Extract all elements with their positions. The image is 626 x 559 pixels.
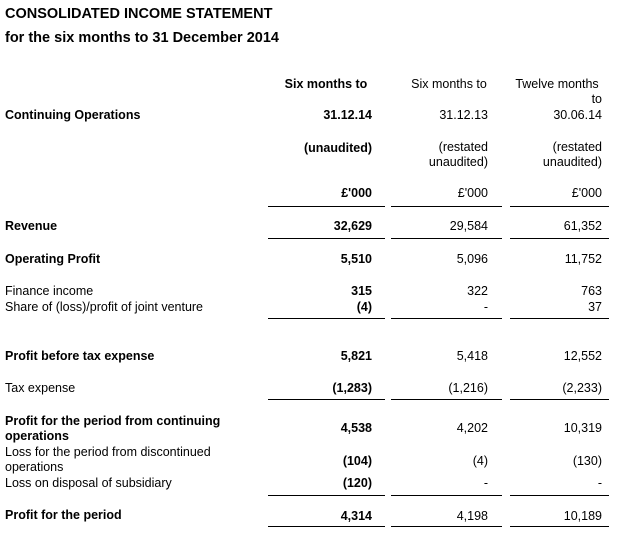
rule-col1: [268, 318, 385, 319]
rule-col3: [510, 318, 609, 319]
rule-col2: [391, 318, 502, 319]
row-joint-venture-col2: -: [483, 300, 488, 314]
rule-col2: [391, 495, 502, 496]
row-discontinued-loss-label-line2: operations: [5, 460, 64, 474]
header-rule-col1: [268, 206, 385, 207]
row-joint-venture-label: Share of (loss)/profit of joint venture: [5, 300, 204, 314]
total-rule-col3: [510, 526, 609, 527]
row-finance-income-col1: 315: [351, 284, 372, 298]
row-revenue-label: Revenue: [5, 219, 58, 233]
row-period-profit-col3: 10,189: [563, 509, 602, 523]
row-disposal-loss-col3: -: [597, 476, 602, 490]
rule-col2: [391, 238, 502, 239]
row-profit-before-tax-col3: 12,552: [563, 349, 602, 363]
statement-subtitle: for the six months to 31 December 2014: [5, 30, 279, 46]
col2-unit: £'000: [457, 186, 488, 200]
row-continuing-profit-label-line2: operations: [5, 429, 69, 443]
col2-heading: Six months to: [411, 77, 487, 91]
col1-heading: Six months to: [284, 77, 368, 91]
row-tax-expense-col2: (1,216): [448, 381, 488, 395]
statement-title: CONSOLIDATED INCOME STATEMENT: [5, 6, 273, 22]
row-disposal-loss-label: Loss on disposal of subsidiary: [5, 476, 172, 490]
row-period-profit-col2: 4,198: [456, 509, 488, 523]
col3-date: 30.06.14: [553, 108, 602, 122]
row-operating-profit-col2: 5,096: [456, 252, 488, 266]
row-disposal-loss-col1: (120): [342, 476, 372, 490]
col2-status-line2: unaudited): [428, 155, 488, 169]
row-discontinued-loss-col3: (130): [572, 454, 602, 468]
row-tax-expense-col1: (1,283): [332, 381, 372, 395]
col2-date: 31.12.13: [439, 108, 488, 122]
row-profit-before-tax-col1: 5,821: [340, 349, 372, 363]
row-profit-before-tax-col2: 5,418: [456, 349, 488, 363]
row-revenue-col2: 29,584: [449, 219, 488, 233]
rule-col1: [268, 399, 385, 400]
row-discontinued-loss-col2: (4): [472, 454, 488, 468]
row-finance-income-col2: 322: [467, 284, 488, 298]
rule-col3: [510, 238, 609, 239]
row-continuing-profit-col1: 4,538: [340, 421, 372, 435]
row-disposal-loss-col2: -: [483, 476, 488, 490]
row-continuing-profit-col2: 4,202: [456, 421, 488, 435]
row-continuing-profit-label-line1: Profit for the period from continuing: [5, 414, 221, 428]
col1-unit: £'000: [341, 186, 372, 200]
row-tax-expense-label: Tax expense: [5, 381, 76, 395]
row-discontinued-loss-label-line1: Loss for the period from discontinued: [5, 445, 211, 459]
rule-col3: [510, 495, 609, 496]
rule-col3: [510, 399, 609, 400]
total-rule-col1: [268, 526, 385, 527]
row-revenue-col1: 32,629: [333, 219, 372, 233]
col1-status: (unaudited): [303, 141, 372, 155]
row-finance-income-label: Finance income: [5, 284, 94, 298]
col3-heading-line2: to: [591, 92, 602, 106]
total-rule-col2: [391, 526, 502, 527]
row-continuing-profit-col3: 10,319: [563, 421, 602, 435]
col2-status-line1: (restated: [438, 140, 488, 154]
rule-col2: [391, 399, 502, 400]
row-profit-before-tax-label: Profit before tax expense: [5, 349, 155, 363]
row-period-profit-col1: 4,314: [340, 509, 372, 523]
row-joint-venture-col3: 37: [588, 300, 602, 314]
row-revenue-col3: 61,352: [563, 219, 602, 233]
col1-date: 31.12.14: [323, 108, 372, 122]
col3-status-line1: (restated: [552, 140, 602, 154]
row-finance-income-col3: 763: [581, 284, 602, 298]
rule-col1: [268, 238, 385, 239]
row-operating-profit-col1: 5,510: [340, 252, 372, 266]
row-operating-profit-label: Operating Profit: [5, 252, 101, 266]
row-tax-expense-col3: (2,233): [562, 381, 602, 395]
row-operating-profit-col3: 11,752: [564, 252, 602, 266]
col3-heading-line1: Twelve months: [515, 77, 599, 91]
section-label: Continuing Operations: [5, 108, 141, 122]
row-discontinued-loss-col1: (104): [342, 454, 372, 468]
row-period-profit-label: Profit for the period: [5, 508, 122, 522]
rule-col1: [268, 495, 385, 496]
header-rule-col3: [510, 206, 609, 207]
row-joint-venture-col1: (4): [356, 300, 372, 314]
header-rule-col2: [391, 206, 502, 207]
col3-status-line2: unaudited): [542, 155, 602, 169]
col3-unit: £'000: [571, 186, 602, 200]
